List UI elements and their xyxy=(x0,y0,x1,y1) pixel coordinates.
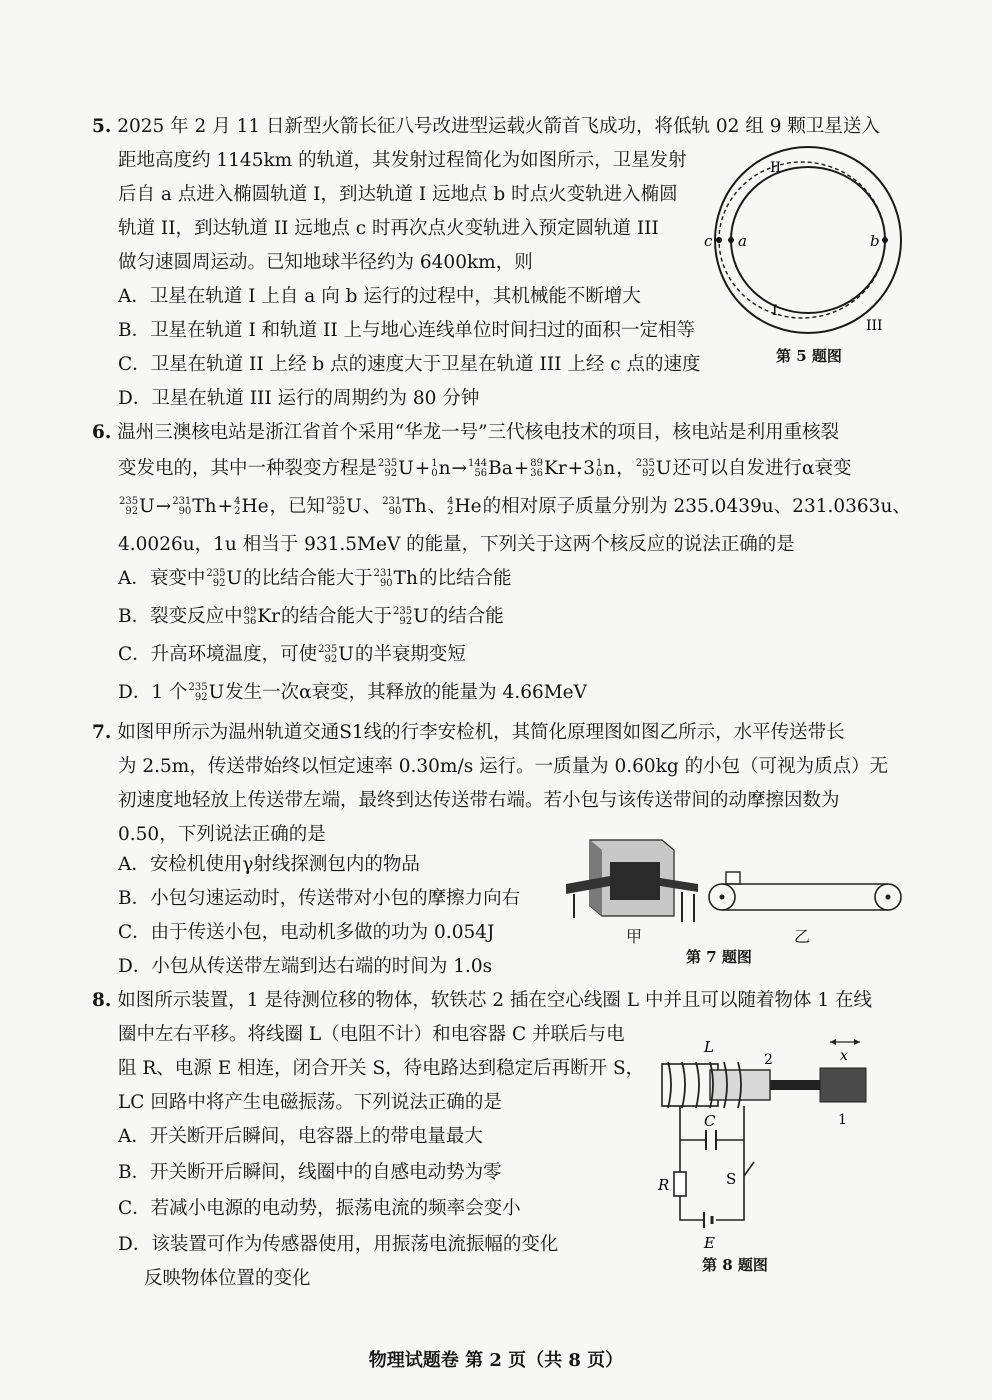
option-c: C．升高环境温度，可使 235 92 U 的半衰期变短 xyxy=(118,644,466,665)
nuclide-u235: 235 92 U xyxy=(378,458,414,479)
option-c: C．卫星在轨道 II 上经 b 点的速度大于卫星在轨道 III 上经 c 点的速度 xyxy=(118,354,701,375)
option-d: D．该装置可作为传感器使用，用振荡电流振幅的变化 xyxy=(118,1234,559,1255)
point-c xyxy=(716,237,722,243)
question-number: 8. xyxy=(92,990,112,1011)
question-text: 初速度地轻放上传送带左端，最终到达传送带右端。若小包与该传送带间的动摩擦因数为 xyxy=(118,790,840,811)
label-R: R xyxy=(658,1176,670,1194)
label-a: a xyxy=(738,232,747,250)
security-scanner-figure xyxy=(562,828,702,938)
nuclide-u235: 235 92 U xyxy=(326,496,362,517)
lc-circuit-diagram xyxy=(654,1034,884,1254)
label-L: L xyxy=(704,1038,714,1056)
option-d: D．1 个 235 92 U 发生一次α衰变，其释放的能量为 4.66MeV xyxy=(118,682,587,703)
option-c: C．由于传送小包，电动机多做的功为 0.054J xyxy=(118,922,495,943)
question-text: 阻 R、电源 E 相连，闭合开关 S，待电路达到稳定后再断开 S， xyxy=(118,1058,645,1079)
option-d-continued: 反映物体位置的变化 xyxy=(144,1268,311,1289)
orbit-I-ellipse xyxy=(731,167,885,313)
question-number: 7. xyxy=(92,722,112,743)
question-text: 0.50，下列说法正确的是 xyxy=(118,824,326,845)
switch-S xyxy=(744,1162,754,1176)
question-number: 5. xyxy=(92,116,112,137)
decay-equation-line: 235 92 U → 231 90 Th + 4 2 He ，已知 235 92 U 、 231 90 Th 、 4 2 He 的相对原子质量分别为 235.0439u、231.0363u、 xyxy=(118,494,911,520)
option-d: D．卫星在轨道 III 运行的周期约为 80 分钟 xyxy=(118,388,480,409)
nuclide-th231: 231 90 Th xyxy=(382,496,427,517)
conveyor-belt-figure xyxy=(708,868,908,918)
option-b: B．小包匀速运动时，传送带对小包的摩擦力向右 xyxy=(118,888,521,909)
connecting-rod xyxy=(770,1080,822,1090)
question-text: 为 2.5m，传送带始终以恒定速率 0.30m/s 运行。一质量为 0.60kg 的小包（可视为质点）无 xyxy=(118,756,889,777)
option-a: A．开关断开后瞬间，电容器上的带电量最大 xyxy=(118,1126,483,1147)
question-text: 做匀速圆周运动。已知地球半径约为 6400km，则 xyxy=(118,252,533,273)
label-c: c xyxy=(704,232,713,250)
nuclide-neutron: 1 0 n xyxy=(431,458,451,479)
label-yi: 乙 xyxy=(794,927,811,946)
option-d: D．小包从传送带左端到达右端的时间为 1.0s xyxy=(118,956,493,977)
question-text: 距地高度约 1145km 的轨道，其发射过程简化为如图所示，卫星发射 xyxy=(118,150,687,171)
question-text: 2025 年 2 月 11 日新型火箭长征八号改进型运载火箭首飞成功，将低轨 02 组 9 颗卫星送入 xyxy=(117,116,880,137)
option-a: A．衰变中 235 92 U 的比结合能大于 231 90 Th 的比结合能 xyxy=(118,568,512,589)
nuclide-ba144: 144 56 Ba xyxy=(468,458,513,479)
nuclide-kr89: 89 36 Kr xyxy=(530,458,567,479)
question-text: 轨道 II，到达轨道 II 远地点 c 时再次点火变轨进入预定圆轨道 III xyxy=(118,218,659,239)
nuclide-neutron: 1 0 n xyxy=(595,458,616,479)
scanner-tunnel xyxy=(610,862,660,900)
option-b: B．裂变反应中 89 36 Kr 的结合能大于 235 92 U 的结合能 xyxy=(118,606,504,627)
option-b: B．卫星在轨道 I 和轨道 II 上与地心连线单位时间扫过的面积一定相等 xyxy=(118,320,696,341)
question-number: 6. xyxy=(92,422,112,443)
fission-equation-line: 变发电的，其中一种裂变方程是 235 92 U + 1 0 n → 144 56 Ba + 89 36 Kr +3 1 0 n ， 235 92 U 还可以自发进行α衰变 xyxy=(118,456,851,482)
package-box xyxy=(726,872,740,884)
question-text: 温州三澳核电站是浙江省首个采用“华龙一号”三代核电技术的项目，核电站是利用重核裂 xyxy=(117,422,840,443)
orbit-diagram xyxy=(700,140,910,340)
figure-caption: 第 8 题图 xyxy=(702,1256,768,1274)
nuclide-he4: 4 2 He xyxy=(234,496,269,517)
figure-caption: 第 7 题图 xyxy=(686,948,752,966)
label-C: C xyxy=(704,1112,716,1130)
question-text: 如图甲所示为温州轨道交通S1线的行李安检机，其简化原理图如图乙所示，水平传送带长 xyxy=(117,722,845,743)
question-text: 后自 a 点进入椭圆轨道 I，到达轨道 I 远地点 b 时点火变轨进入椭圆 xyxy=(118,184,678,205)
point-b xyxy=(882,237,888,243)
label-orbit-II: II xyxy=(770,160,782,176)
nuclide-u235: 235 92 U xyxy=(635,458,672,479)
nuclide-th231: 231 90 Th xyxy=(172,496,217,517)
option-b: B．开关断开后瞬间，线圈中的自感电动势为零 xyxy=(118,1162,502,1183)
option-c: C．若减小电源的电动势，振荡电流的频率会变小 xyxy=(118,1198,521,1219)
label-orbit-I: I xyxy=(772,303,778,319)
question-text: 圈中左右平移。将线圈 L（电阻不计）和电容器 C 并联后与电 xyxy=(118,1024,625,1045)
page-footer: 物理试题卷 第 2 页（共 8 页） xyxy=(368,1350,624,1371)
resistor-R xyxy=(674,1172,686,1196)
label-x: x xyxy=(840,1048,848,1064)
label-S: S xyxy=(726,1170,737,1188)
nuclide-u235: 235 92 U xyxy=(119,496,155,517)
question-text: 4.0026u，1u 相当于 931.5MeV 的能量，下列关于这两个核反应的说法正确的是 xyxy=(118,534,795,555)
label-b: b xyxy=(870,232,880,250)
nuclide-he4: 4 2 He xyxy=(447,496,482,517)
label-orbit-III: III xyxy=(866,318,883,334)
option-a: A．卫星在轨道 I 上自 a 向 b 运行的过程中，其机械能不断增大 xyxy=(118,286,641,307)
question-text: LC 回路中将产生电磁振荡。下列说法正确的是 xyxy=(118,1092,502,1113)
label-E: E xyxy=(704,1234,715,1252)
question-text: 如图所示装置，1 是待测位移的物体，软铁芯 2 插在空心线圈 L 中并且可以随着物体 1 在线 xyxy=(117,990,872,1011)
label-core-2: 2 xyxy=(764,1052,773,1068)
option-a: A．安检机使用γ射线探测包内的物品 xyxy=(118,854,420,875)
label-object-1: 1 xyxy=(838,1112,847,1128)
label-jia: 甲 xyxy=(626,927,643,946)
object-1 xyxy=(820,1068,866,1102)
figure-caption: 第 5 题图 xyxy=(776,347,842,365)
point-a xyxy=(728,237,734,243)
